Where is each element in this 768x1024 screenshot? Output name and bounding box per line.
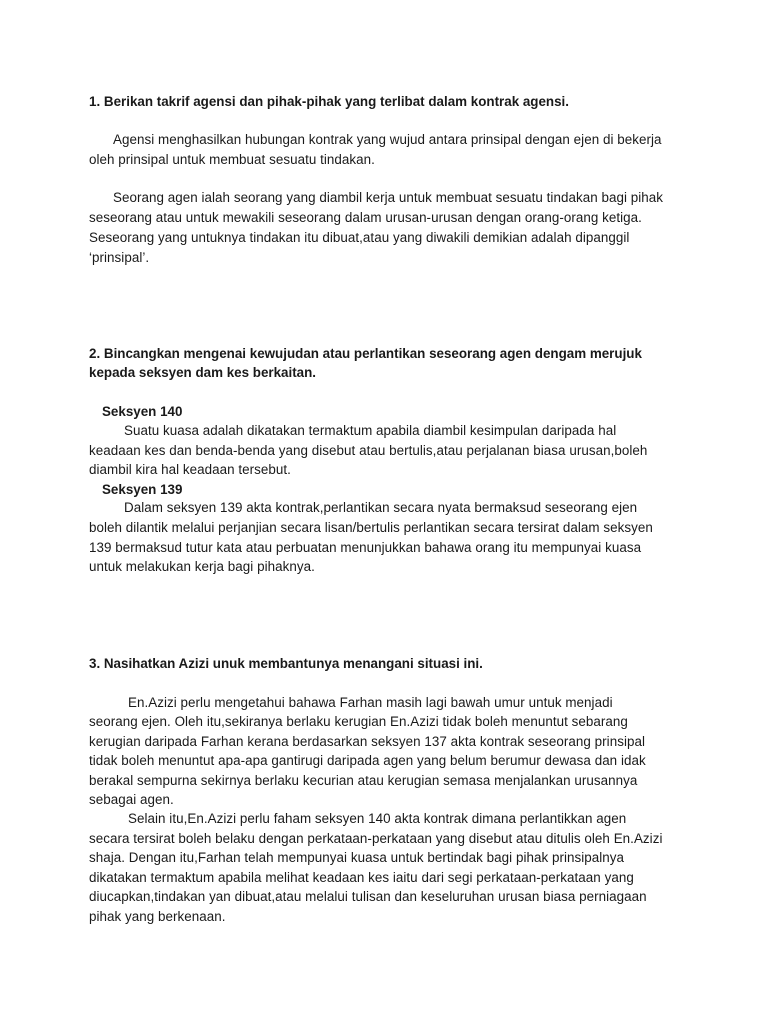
s139-line-1: Dalam seksyen 139 akta kontrak,perlantikan secara nyata bermaksud seseorang ejen [124,500,638,515]
q3-p2-line-2: secara tersirat boleh belaku dengan perkataan-perkataan yang disebut atau ditulis oleh En.Azizi [89,831,663,846]
q3-p1-line-5: berakal sempurna sekirnya berlaku kecurian atau kerugian semasa menjalankan urusannya [89,773,638,788]
q3-p2-line-6: pihak yang berkenaan. [89,909,226,924]
q1-p2-line-1: Seorang agen ialah seorang yang diambil kerja untuk membuat sesuatu tindakan bagi pihak [113,190,664,205]
seksyen-139-heading: Seksyen 139 [102,482,183,497]
q1-p1-line-1: Agensi menghasilkan hubungan kontrak yang wujud antara prinsipal dengan ejen di bekerja [113,132,662,147]
q3-p1-line-3: kerugian daripada Farhan kerana berdasarkan seksyen 137 akta kontrak seseorang prinsipal [89,734,645,749]
q1-p2-line-3: Seseorang yang untuknya tindakan itu dibuat,atau yang diwakili demikian adalah dipanggil [89,230,630,245]
q1-p2-line-2: seseorang atau untuk mewakili seseorang dalam urusan-urusan dengan orang-orang ketiga. [89,210,642,225]
q3-p1-line-4: tidak boleh menuntut apa-apa gantirugi daripada agen yang belum berumur dewasa dan idak [89,753,646,768]
s139-line-2: boleh dilantik melalui perjanjian secara lisan/bertulis perlantikan secara tersirat dalam seksyen [89,520,653,535]
q3-p2-line-5: diucapkan,tindakan yan dibuat,atau melalui tulisan dan keseluruhan urusan biasa perniagaan [89,889,647,904]
s140-line-3: diambil kira hal keadaan tersebut. [89,462,291,477]
question-2-title: 2. Bincangkan mengenai kewujudan atau perlantikan seseorang agen dengam merujuk [89,346,642,361]
q3-p1-line-6: sebagai agen. [89,792,174,807]
question-3-title: 3. Nasihatkan Azizi unuk membantunya menangani situasi ini. [89,656,483,671]
q1-p1-line-2: oleh prinsipal untuk membuat sesuatu tindakan. [89,152,375,167]
question-1-title: 1. Berikan takrif agensi dan pihak-pihak yang terlibat dalam kontrak agensi. [89,94,570,109]
q3-p1-line-1: En.Azizi perlu mengetahui bahawa Farhan masih lagi bawah umur untuk menjadi [128,695,613,710]
q3-p2-line-1: Selain itu,En.Azizi perlu faham seksyen 140 akta kontrak dimana perlantikkan agen [128,811,627,826]
q3-p2-line-3: shaja. Dengan itu,Farhan telah mempunyai kuasa untuk bertindak bagi pihak prinsipalnya [89,850,625,865]
question-2-number: 2 [89,346,97,361]
q1-p2-line-4: ‘prinsipal’. [89,250,150,265]
seksyen-140-heading: Seksyen 140 [102,404,183,419]
question-1-number: 1 [89,94,97,109]
s140-line-1: Suatu kuasa adalah dikatakan termaktum apabila diambil kesimpulan daripada hal [124,423,617,438]
question-2-text-line-1: Bincangkan mengenai kewujudan atau perlantikan seseorang agen dengam merujuk [103,346,642,361]
q3-p1-line-2: seorang ejen. Oleh itu,sekiranya berlaku kerugian En.Azizi tidak boleh menuntut sebarang [89,714,628,729]
q3-p2-line-4: dikatakan termaktum apabila melihat keadaan kes iaitu dari segi perkataan-perkataan yang [89,870,634,885]
question-2-title-line-2: kepada seksyen dam kes berkaitan. [89,365,317,380]
s139-line-3: 139 bermaksud tutur kata atau perbuatan menunjukkan bahawa orang itu mempunyai kuasa [89,540,642,555]
s139-line-4: untuk melakukan kerja bagi pihaknya. [89,559,315,574]
s140-line-2: keadaan kes dan benda-benda yang disebut atau bertulis,atau perjalanan biasa urusan,boleh [89,443,648,458]
question-1-text: Berikan takrif agensi dan pihak-pihak yang terlibat dalam kontrak agensi. [103,94,570,109]
